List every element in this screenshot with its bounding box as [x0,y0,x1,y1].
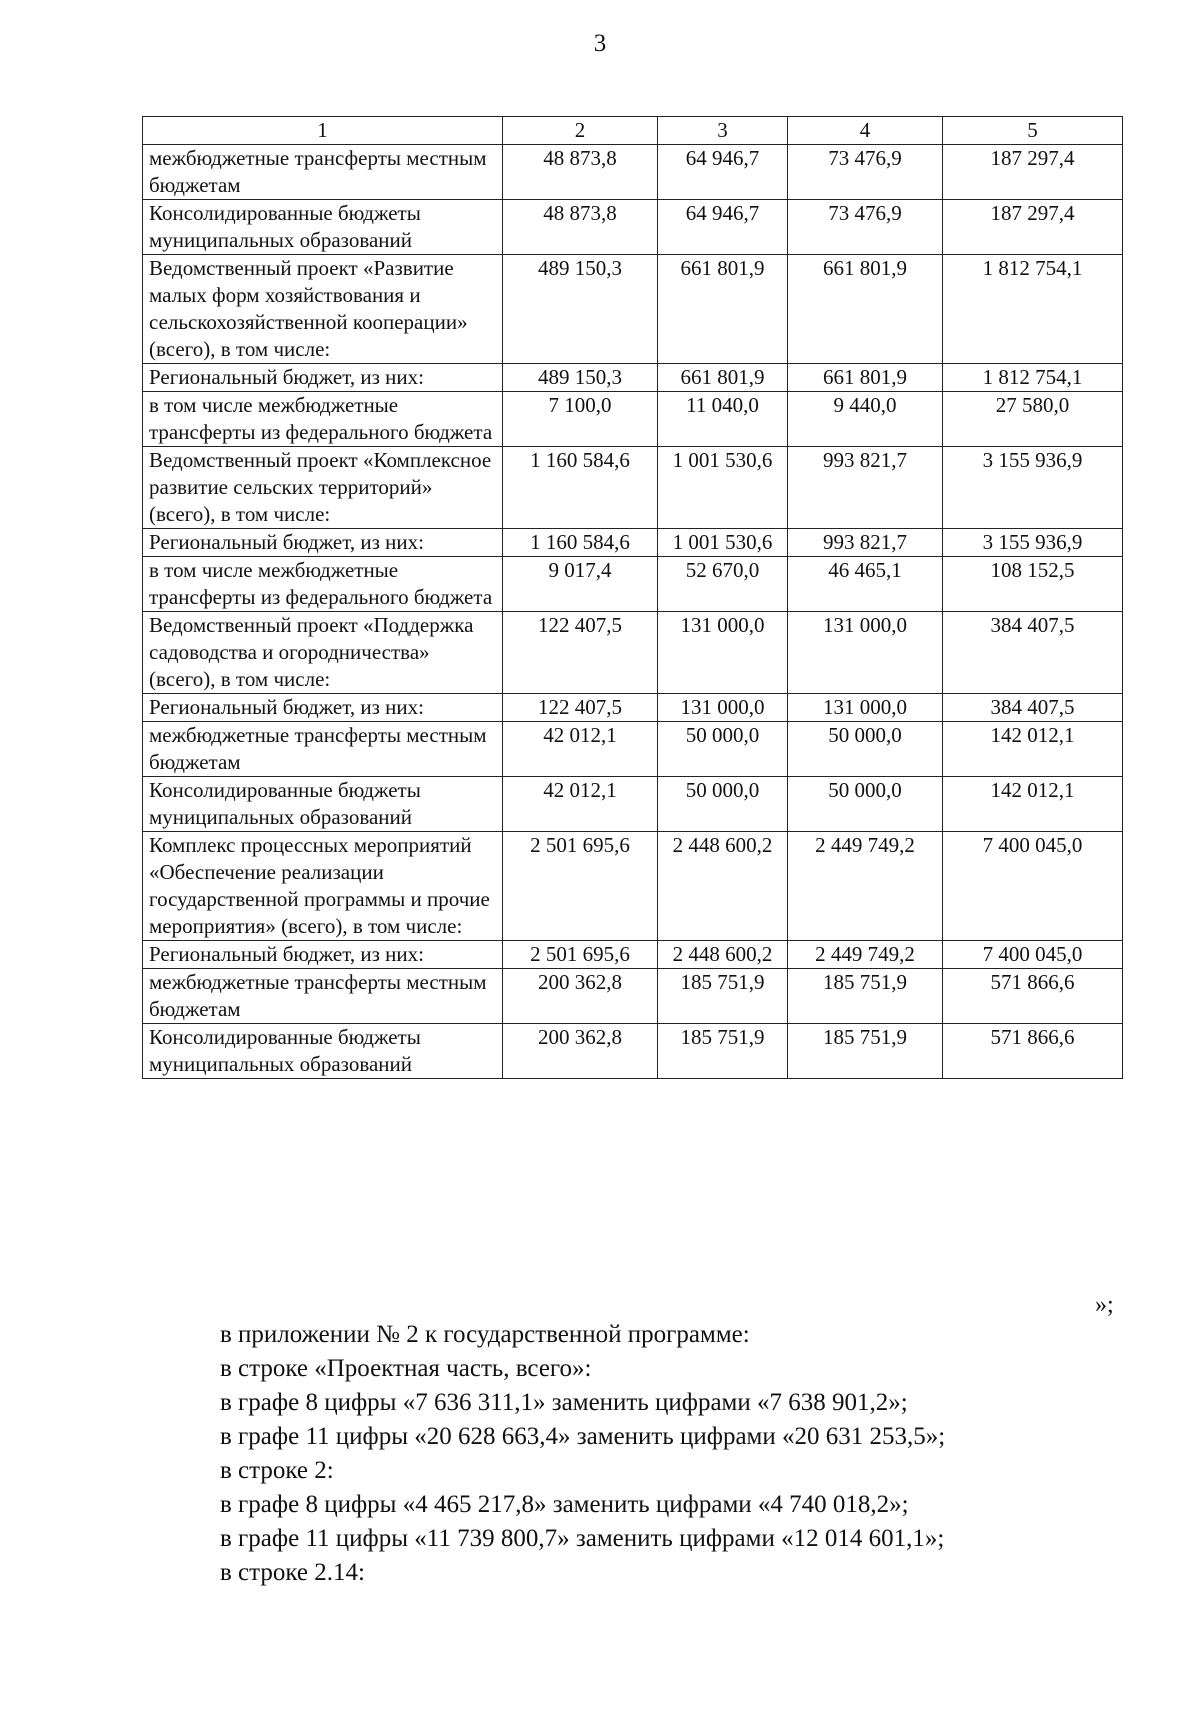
amendment-line: в графе 11 цифры «11 739 800,7» заменить цифрами «12 014 601,1»; [220,1525,945,1552]
value-cell: 2 501 695,6 [503,941,658,969]
value-cell: 122 407,5 [503,612,658,694]
value-cell: 131 000,0 [658,612,788,694]
row-label: Региональный бюджет, из них: [143,941,503,969]
value-cell: 27 580,0 [943,392,1123,447]
value-cell: 185 751,9 [658,969,788,1024]
closing-quote: »; [1095,1292,1114,1318]
value-cell: 131 000,0 [788,612,943,694]
value-cell: 131 000,0 [788,694,943,722]
value-cell: 1 812 754,1 [943,364,1123,392]
row-label: Консолидированные бюджеты муниципальных образований [143,1024,503,1079]
value-cell: 1 160 584,6 [503,529,658,557]
table-row [143,722,1123,777]
table-row [143,777,1123,832]
value-cell: 2 501 695,6 [503,832,658,941]
value-cell: 131 000,0 [658,694,788,722]
table-row [143,694,1123,722]
value-cell: 661 801,9 [788,364,943,392]
value-cell: 142 012,1 [943,777,1123,832]
table-row [143,364,1123,392]
amendment-line: в строке «Проектная часть, всего»: [220,1355,592,1382]
value-cell: 2 449 749,2 [788,832,943,941]
value-cell: 50 000,0 [788,777,943,832]
table-row [143,255,1123,364]
row-label: межбюджетные трансферты местным бюджетам [143,722,503,777]
value-cell: 185 751,9 [658,1024,788,1079]
value-cell: 571 866,6 [943,1024,1123,1079]
value-cell: 2 448 600,2 [658,832,788,941]
row-label: Консолидированные бюджеты муниципальных образований [143,777,503,832]
table-header [143,117,1123,145]
value-cell: 48 873,8 [503,200,658,255]
table-body [143,145,1123,1079]
row-label: в том числе межбюджетные трансферты из федерального бюджета [143,557,503,612]
value-cell: 42 012,1 [503,777,658,832]
value-cell: 1 812 754,1 [943,255,1123,364]
value-cell: 50 000,0 [658,777,788,832]
value-cell: 187 297,4 [943,200,1123,255]
amendment-line: в приложении № 2 к государственной программе: [220,1321,750,1348]
budget-table [142,116,1123,1079]
value-cell: 661 801,9 [788,255,943,364]
value-cell: 661 801,9 [658,255,788,364]
value-cell: 1 160 584,6 [503,447,658,529]
table-row [143,969,1123,1024]
column-header: 5 [943,117,1123,145]
value-cell: 200 362,8 [503,969,658,1024]
value-cell: 2 449 749,2 [788,941,943,969]
value-cell: 9 017,4 [503,557,658,612]
row-label: Ведомственный проект «Поддержка садоводства и огородничества» (всего), в том числе: [143,612,503,694]
amendment-line: в строке 2.14: [220,1559,365,1586]
value-cell: 185 751,9 [788,969,943,1024]
value-cell: 50 000,0 [788,722,943,777]
row-label: Ведомственный проект «Развитие малых форм хозяйствования и сельскохозяйственной кооперации» (всего), в том числе: [143,255,503,364]
amendment-line: в графе 8 цифры «7 636 311,1» заменить цифрами «7 638 901,2»; [220,1389,908,1416]
table-row [143,200,1123,255]
row-label: межбюджетные трансферты местным бюджетам [143,145,503,200]
row-label: Региональный бюджет, из них: [143,364,503,392]
value-cell: 7 400 045,0 [943,832,1123,941]
value-cell: 200 362,8 [503,1024,658,1079]
value-cell: 993 821,7 [788,529,943,557]
value-cell: 2 448 600,2 [658,941,788,969]
row-label: Комплекс процессных мероприятий «Обеспечение реализации государственной программы и прочие мероприятия» (всего), в том числе: [143,832,503,941]
value-cell: 122 407,5 [503,694,658,722]
value-cell: 52 670,0 [658,557,788,612]
value-cell: 993 821,7 [788,447,943,529]
table-row [143,529,1123,557]
table-row [143,941,1123,969]
value-cell: 187 297,4 [943,145,1123,200]
table-row [143,557,1123,612]
row-label: межбюджетные трансферты местным бюджетам [143,969,503,1024]
value-cell: 7 100,0 [503,392,658,447]
value-cell: 661 801,9 [658,364,788,392]
column-header: 1 [143,117,503,145]
page-number: 3 [593,30,607,57]
value-cell: 73 476,9 [788,200,943,255]
value-cell: 64 946,7 [658,200,788,255]
value-cell: 384 407,5 [943,694,1123,722]
value-cell: 50 000,0 [658,722,788,777]
value-cell: 9 440,0 [788,392,943,447]
row-label: Ведомственный проект «Комплексное развитие сельских территорий» (всего), в том числе: [143,447,503,529]
value-cell: 489 150,3 [503,364,658,392]
amendment-line: в строке 2: [220,1457,334,1484]
table-row [143,832,1123,941]
table-row [143,392,1123,447]
table-row [143,1024,1123,1079]
value-cell: 1 001 530,6 [658,529,788,557]
row-label: Региональный бюджет, из них: [143,529,503,557]
column-header: 4 [788,117,943,145]
amendment-line: в графе 8 цифры «4 465 217,8» заменить цифрами «4 740 018,2»; [220,1491,909,1518]
value-cell: 73 476,9 [788,145,943,200]
amendment-text [220,1318,1120,1590]
value-cell: 3 155 936,9 [943,447,1123,529]
value-cell: 384 407,5 [943,612,1123,694]
value-cell: 185 751,9 [788,1024,943,1079]
value-cell: 142 012,1 [943,722,1123,777]
column-header: 3 [658,117,788,145]
value-cell: 108 152,5 [943,557,1123,612]
row-label: в том числе межбюджетные трансферты из федерального бюджета [143,392,503,447]
value-cell: 46 465,1 [788,557,943,612]
column-header: 2 [503,117,658,145]
value-cell: 42 012,1 [503,722,658,777]
value-cell: 1 001 530,6 [658,447,788,529]
value-cell: 571 866,6 [943,969,1123,1024]
value-cell: 7 400 045,0 [943,941,1123,969]
table-row [143,145,1123,200]
table-row [143,612,1123,694]
row-label: Консолидированные бюджеты муниципальных образований [143,200,503,255]
value-cell: 11 040,0 [658,392,788,447]
amendment-line: в графе 11 цифры «20 628 663,4» заменить цифрами «20 631 253,5»; [220,1423,946,1450]
value-cell: 3 155 936,9 [943,529,1123,557]
value-cell: 64 946,7 [658,145,788,200]
table-row [143,447,1123,529]
value-cell: 489 150,3 [503,255,658,364]
value-cell: 48 873,8 [503,145,658,200]
row-label: Региональный бюджет, из них: [143,694,503,722]
